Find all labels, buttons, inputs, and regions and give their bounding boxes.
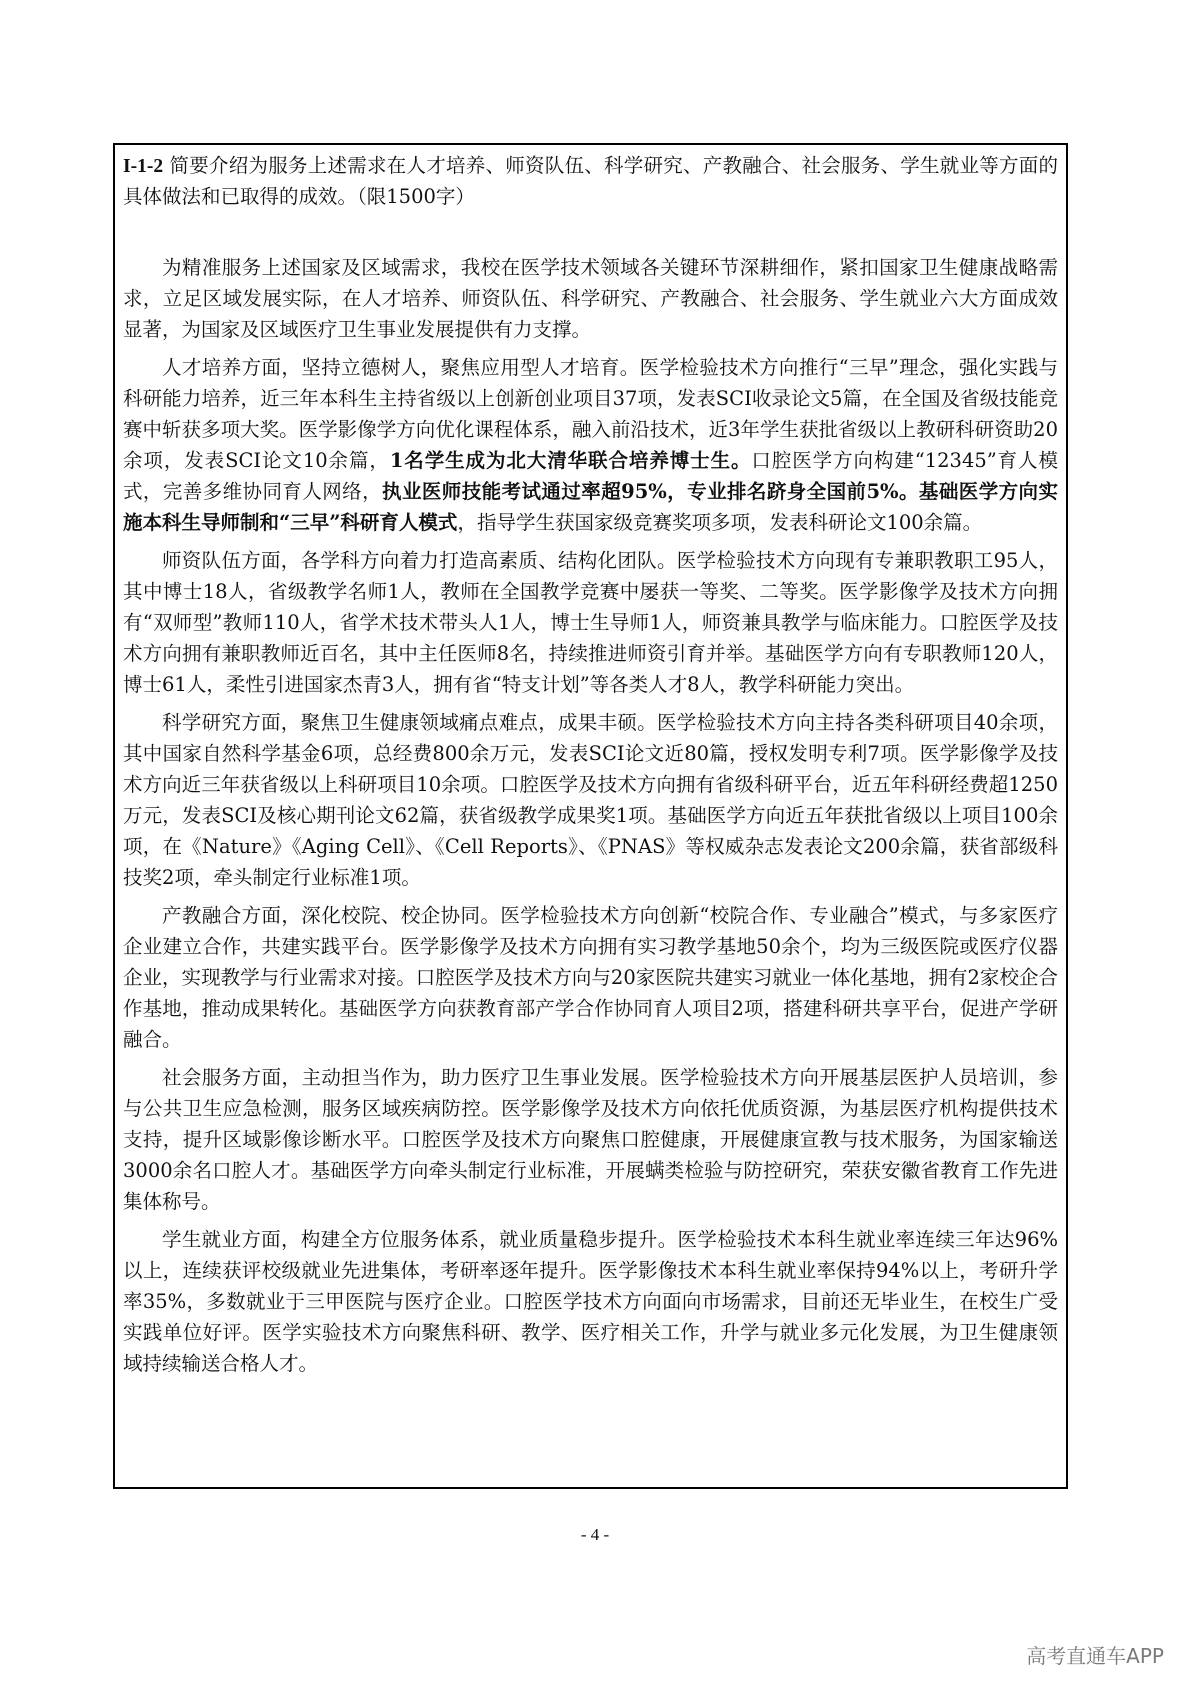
paragraph-text: 口腔医学方向构建“12345”育人模式，完善多维协同育人网络， <box>123 449 1058 503</box>
paragraph-faculty <box>123 545 1058 700</box>
page-number: - 4 - <box>580 1525 610 1544</box>
paragraph-intro <box>123 252 1058 345</box>
paragraph-employment <box>123 1224 1058 1379</box>
section-code: I-1-2 <box>123 156 164 177</box>
paragraph-text: 社会服务方面，主动担当作为，助力医疗卫生事业发展。医学检验技术方向开展基层医护人员培训，参与公共卫生应急检测，服务区域疾病防控。医学影像学及技术方向依托优质资源，为基层医疗机构提供技术支持，提升区域影像诊断水平。口腔医学及技术方向聚焦口腔健康，开展健康宣教与技术服务，为国家输送3000余名口腔人才。基础医学方向牵头制定行业标准，开展螨类检验与防控研究，荣获安徽省教育工作先进集体称号。 <box>123 1066 1058 1213</box>
paragraph-text: ，指导学生获国家级竞赛奖项多项，发表科研论文100余篇。 <box>457 511 983 534</box>
watermark-logo: 高考直通车APP <box>1026 1644 1164 1668</box>
paragraph-highlight: 执业医师技能考试通过率超95%，专业排名跻身全国前5%。基础医学方向实施本科生导师制和“三早”科研育人模式 <box>123 480 1058 534</box>
paragraph-text: 师资队伍方面，各学科方向着力打造高素质、结构化团队。医学检验技术方向现有专兼职教职工95人，其中博士18人，省级教学名师1人，教师在全国教学竞赛中屡获一等奖、二等奖。医学影像学及技术方向拥有“双师型”教师110人，省学术技术带头人1人，博士生导师1人，师资兼具教学与临床能力。口腔医学及技术方向拥有兼职教师近百名，其中主任医师8名，持续推进师资引育并举。基础医学方向有专职教师120人，博士61人，柔性引进国家杰青3人，拥有省“特支计划”等各类人才8人，教学科研能力突出。 <box>123 549 1058 696</box>
paragraph-text: 人才培养方面，坚持立德树人，聚焦应用型人才培育。医学检验技术方向推行“三早”理念，强化实践与科研能力培养，近三年本科生主持省级以上创新创业项目37项，发表SCI收录论文5篇，在全国及省级技能竞赛中斩获多项大奖。医学影像学方向优化课程体系，融入前沿技术，近3年学生获批省级以上教研科研资助20余项，发表SCI论文10余篇， <box>123 356 1058 472</box>
paragraph-text: 科学研究方面，聚焦卫生健康领域痛点难点，成果丰硕。医学检验技术方向主持各类科研项目40余项，其中国家自然科学基金6项，总经费800余万元，发表SCI论文近80篇，授权发明专利7项。医学影像学及技术方向近三年获省级以上科研项目10余项。口腔医学及技术方向拥有省级科研平台，近五年科研经费超1250万元，发表SCI及核心期刊论文62篇，获省级教学成果奖1项。基础医学方向近五年获批省级以上项目100余项，在《Nature》《Aging Cell》、《Cell Reports》、《PNAS》等权威杂志发表论文200余篇，获省部级科技奖2项，牵头制定行业标准1项。 <box>123 711 1058 889</box>
section-heading <box>123 151 1058 212</box>
paragraph-talent-training <box>123 352 1058 538</box>
paragraph-text: 学生就业方面，构建全方位服务体系，就业质量稳步提升。医学检验技术本科生就业率连续三年达96%以上，连续获评校级就业先进集体，考研率逐年提升。医学影像技术本科生就业率保持94%以上，考研升学率35%，多数就业于三甲医院与医疗企业。口腔医学技术方向面向市场需求，目前还无毕业生，在校生广受实践单位好评。医学实验技术方向聚焦科研、教学、医疗相关工作，升学与就业多元化发展，为卫生健康领域持续输送合格人才。 <box>123 1228 1058 1375</box>
paragraph-highlight: 1名学生成为北大清华联合培养博士生。 <box>389 449 752 472</box>
paragraph-text: 产教融合方面，深化校院、校企协同。医学检验技术方向创新“校院合作、专业融合”模式，与多家医疗企业建立合作，共建实践平台。医学影像学及技术方向拥有实习教学基地50余个，均为三级医院或医疗仪器企业，实现教学与行业需求对接。口腔医学及技术方向与20家医院共建实习就业一体化基地，拥有2家校企合作基地，推动成果转化。基础医学方向获教育部产学合作协同育人项目2项，搭建科研共享平台，促进产学研融合。 <box>123 904 1058 1051</box>
heading-spacer <box>123 212 1058 252</box>
paragraph-industry-integration <box>123 900 1058 1055</box>
content-frame <box>113 143 1068 1489</box>
paragraph-text: 为精准服务上述国家及区域需求，我校在医学技术领域各关键环节深耕细作，紧扣国家卫生健康战略需求，立足区域发展实际，在人才培养、师资队伍、科学研究、产教融合、社会服务、学生就业六大方面成效显著，为国家及区域医疗卫生事业发展提供有力支撑。 <box>123 256 1058 341</box>
paragraph-social-service <box>123 1062 1058 1217</box>
section-title: 简要介绍为服务上述需求在人才培养、师资队伍、科学研究、产教融合、社会服务、学生就业等方面的具体做法和已取得的成效。（限1500字） <box>123 154 1058 208</box>
paragraph-research <box>123 707 1058 893</box>
